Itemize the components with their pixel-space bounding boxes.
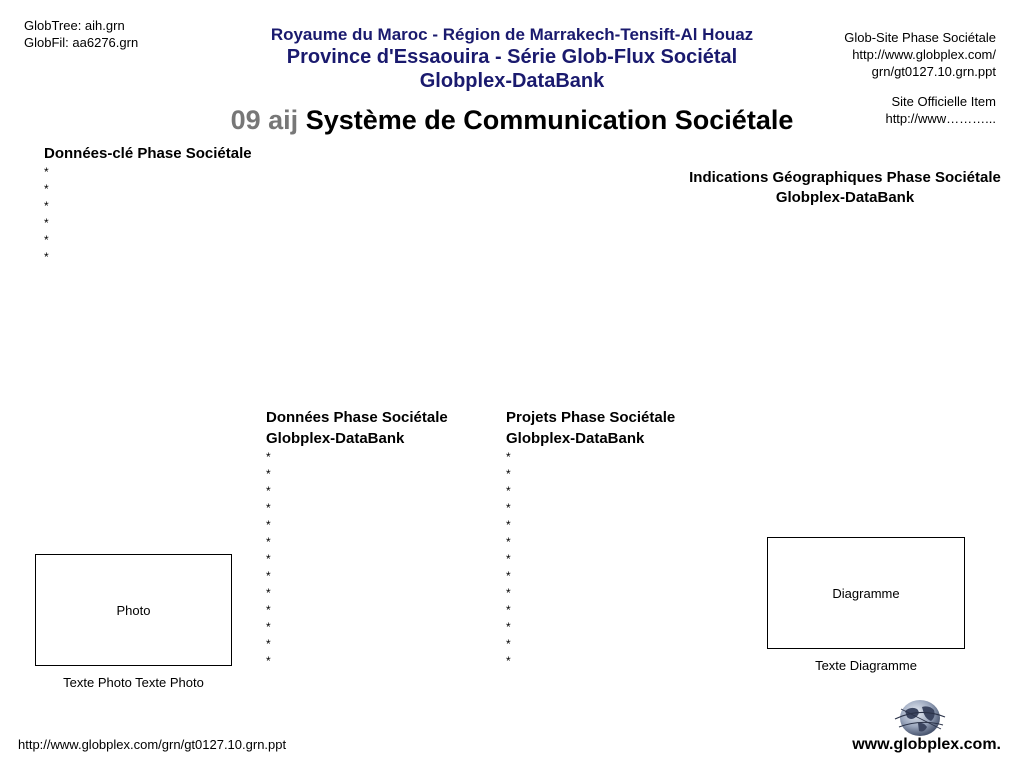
bullet-item: *: [506, 620, 511, 634]
site-links: [844, 29, 996, 127]
bullet-item: *: [266, 637, 271, 651]
globe-icon: [891, 697, 949, 739]
diagram-label: Diagramme: [832, 585, 900, 601]
diagram-placeholder: [767, 537, 965, 649]
header-line-1: Royaume du Maroc - Région de Marrakech-Tensift-Al Houaz: [270, 25, 754, 44]
geo-subtitle: Globplex-DataBank: [775, 189, 915, 206]
geo-indications: [620, 168, 1024, 208]
bullet-item: *: [506, 518, 511, 532]
glob-site-url-1[interactable]: http://www.globplex.com/: [852, 47, 996, 62]
bullet-item: *: [266, 569, 271, 583]
bullet-item: *: [506, 569, 511, 583]
bullet-item: *: [506, 654, 511, 668]
bullet-item: *: [266, 518, 271, 532]
header-line-3: Globplex-DataBank: [419, 70, 605, 92]
footer-site-link[interactable]: www.globplex.com.: [852, 736, 1001, 753]
glob-site-label: Glob-Site Phase Sociétale: [844, 30, 996, 45]
data-section-subtitle: Globplex-DataBank: [266, 430, 405, 447]
bullet-item: *: [266, 620, 271, 634]
projects-section-title: Projets Phase Sociétale: [506, 409, 676, 426]
official-site-url[interactable]: http://www………...: [885, 111, 996, 126]
bullet-item: *: [506, 603, 511, 617]
geo-title: Indications Géographiques Phase Sociétale: [689, 169, 1001, 186]
bullet-item: *: [266, 603, 271, 617]
bullet-item: *: [266, 484, 271, 498]
bullet-item: *: [266, 586, 271, 600]
bullet-item: *: [266, 501, 271, 515]
bullet-item: *: [44, 250, 49, 264]
glob-tree-info: [24, 17, 138, 51]
key-data-title: Données-clé Phase Sociétale: [44, 145, 252, 162]
bullet-item: *: [266, 450, 271, 464]
bullet-item: *: [506, 535, 511, 549]
bullet-item: *: [44, 216, 49, 230]
projects-section: [506, 407, 675, 670]
data-section-title: Données Phase Sociétale: [266, 409, 448, 426]
bullet-item: *: [506, 637, 511, 651]
photo-label: Photo: [116, 602, 151, 618]
bullet-item: *: [44, 199, 49, 213]
bullet-item: *: [266, 535, 271, 549]
glob-fil-label: GlobFil: aa6276.grn: [24, 35, 139, 50]
photo-caption: Texte Photo Texte Photo: [63, 675, 204, 690]
bullet-item: *: [506, 501, 511, 515]
page-title: [160, 103, 864, 137]
data-section: [266, 407, 448, 670]
official-site-label: Site Officielle Item: [891, 94, 996, 109]
bullet-item: *: [44, 233, 49, 247]
footer-url[interactable]: http://www.globplex.com/grn/gt0127.10.grn.ppt: [18, 737, 287, 752]
photo-placeholder: [35, 554, 232, 666]
bullet-item: *: [266, 467, 271, 481]
projects-section-bullets: [506, 449, 675, 670]
title-text: Système de Communication Sociétale: [305, 105, 794, 135]
key-data-bullets: [44, 164, 252, 266]
bullet-item: *: [506, 586, 511, 600]
header-line-2: Province d'Essaouira - Série Glob-Flux Sociétal: [286, 46, 738, 68]
glob-site-url-2[interactable]: grn/gt0127.10.grn.ppt: [871, 64, 996, 79]
bullet-item: *: [506, 484, 511, 498]
bullet-item: *: [44, 182, 49, 196]
bullet-item: *: [506, 467, 511, 481]
title-code: 09 aij: [230, 105, 299, 135]
bullet-item: *: [266, 552, 271, 566]
page-header: [220, 24, 804, 93]
data-section-bullets: [266, 449, 448, 670]
projects-section-subtitle: Globplex-DataBank: [506, 430, 645, 447]
key-data-section: [44, 143, 252, 266]
glob-tree-label: GlobTree: aih.grn: [24, 18, 125, 33]
bullet-item: *: [506, 552, 511, 566]
bullet-item: *: [506, 450, 511, 464]
bullet-item: *: [44, 165, 49, 179]
bullet-item: *: [266, 654, 271, 668]
diagram-caption: Texte Diagramme: [815, 658, 917, 673]
